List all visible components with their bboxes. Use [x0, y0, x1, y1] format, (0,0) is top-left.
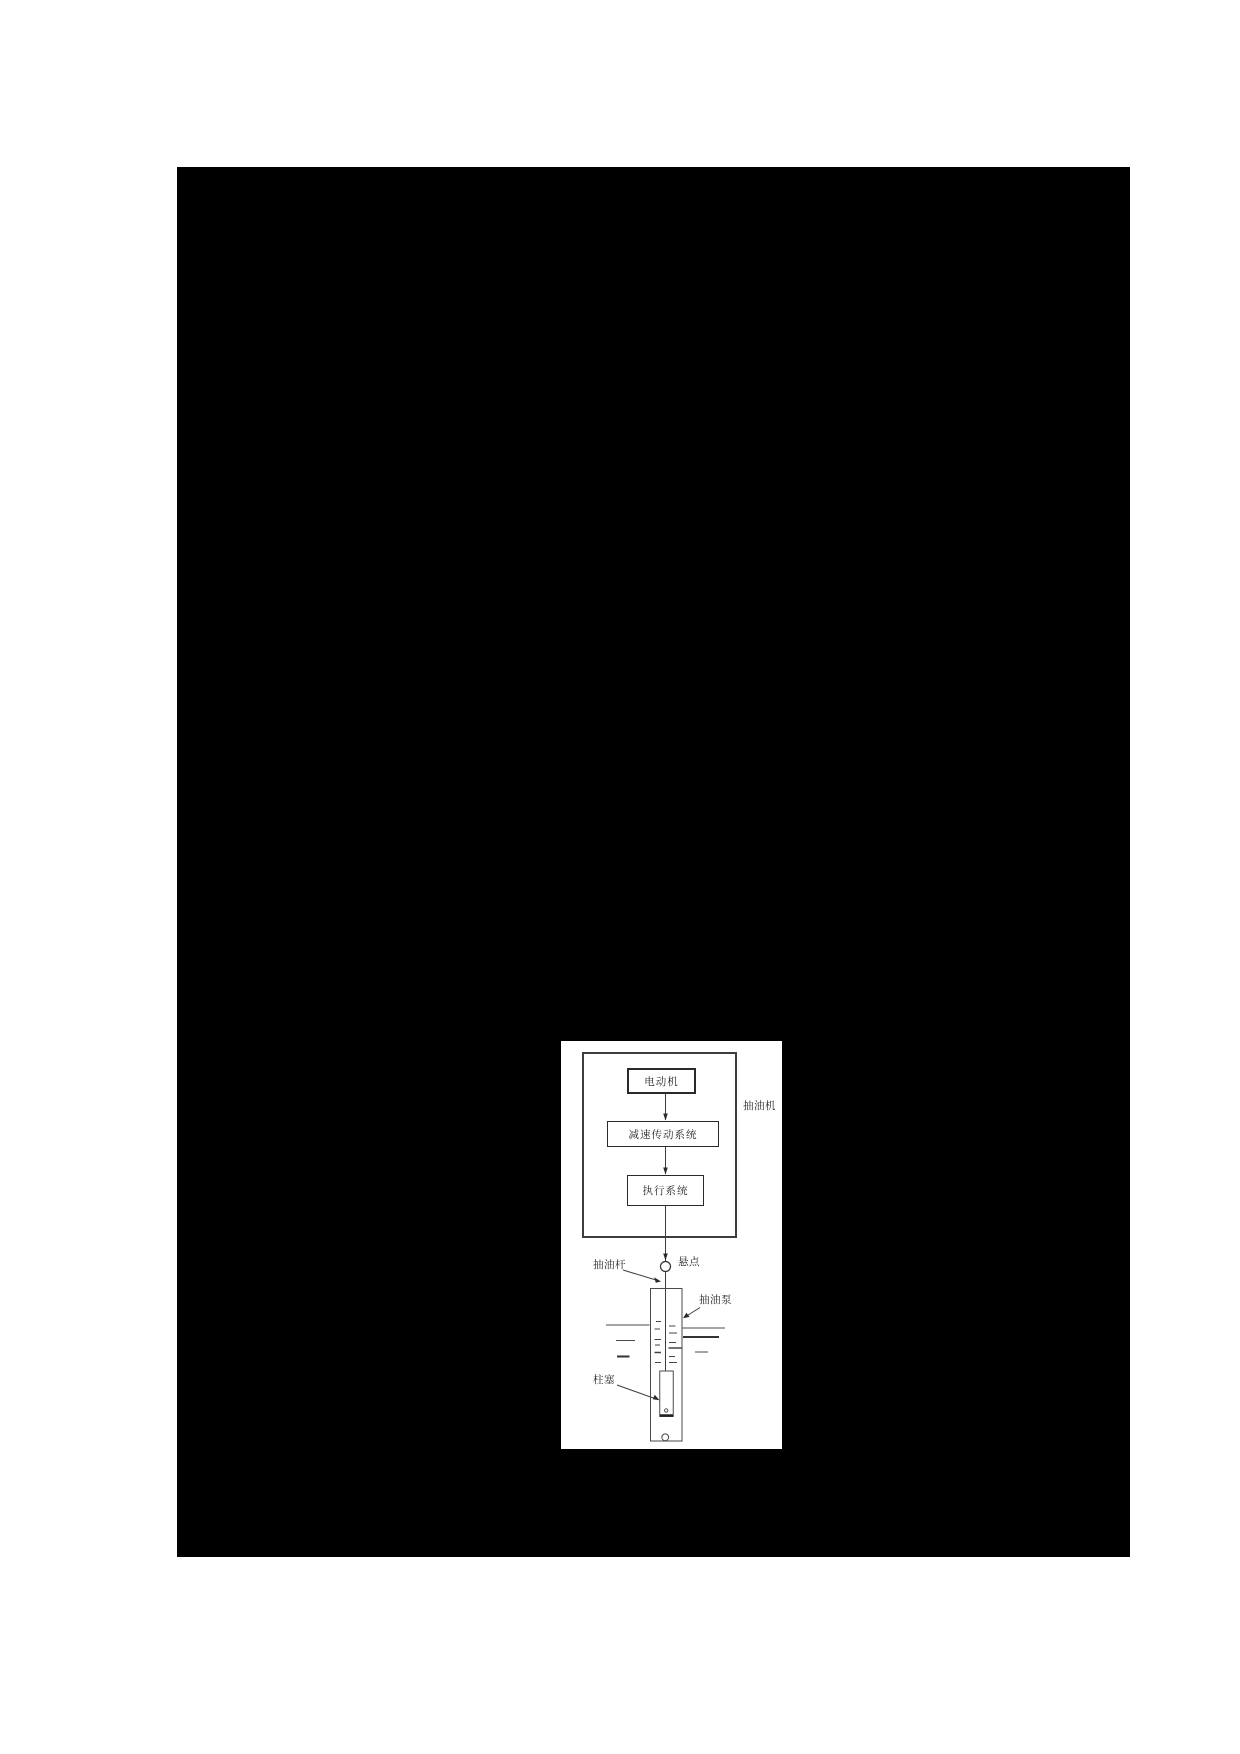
fluid-marks-inside-barrel [655, 1322, 682, 1363]
fluid-level-lines-left [606, 1325, 650, 1357]
actuator-system-box [627, 1175, 704, 1206]
suspension-point-label: 悬点 [678, 1256, 700, 1268]
pump-leader-arrow [683, 1313, 690, 1319]
arrowhead-into-transmission [663, 1114, 668, 1121]
sucker-rod-leader-arrow [654, 1277, 661, 1283]
motor-box-label: 电动机 [644, 1075, 679, 1088]
plunger-shape [660, 1371, 674, 1417]
sucker-rod-label: 抽油杆 [593, 1259, 626, 1271]
arrowhead-into-actuator [663, 1168, 668, 1175]
reduction-transmission-box-label: 减速传动系统 [628, 1128, 698, 1141]
suspension-point-circle [661, 1262, 671, 1272]
arrowhead-into-suspension-point [663, 1254, 668, 1261]
pumping-unit-diagram [561, 1041, 782, 1449]
pump-barrel [651, 1289, 683, 1442]
motor-box [627, 1068, 696, 1094]
actuator-system-box-label: 执行系统 [642, 1185, 689, 1197]
pumping-unit-label: 抽油机 [743, 1100, 776, 1112]
plunger-leader-arrow [653, 1395, 660, 1401]
oil-pump-label: 抽油泵 [699, 1294, 732, 1306]
plunger-label: 柱塞 [593, 1374, 615, 1386]
leader-lines [617, 1270, 700, 1399]
fluid-level-lines-right [682, 1328, 726, 1352]
reduction-transmission-box [607, 1121, 719, 1147]
sucker-rod-leader [623, 1270, 656, 1280]
standing-valve [662, 1434, 669, 1441]
